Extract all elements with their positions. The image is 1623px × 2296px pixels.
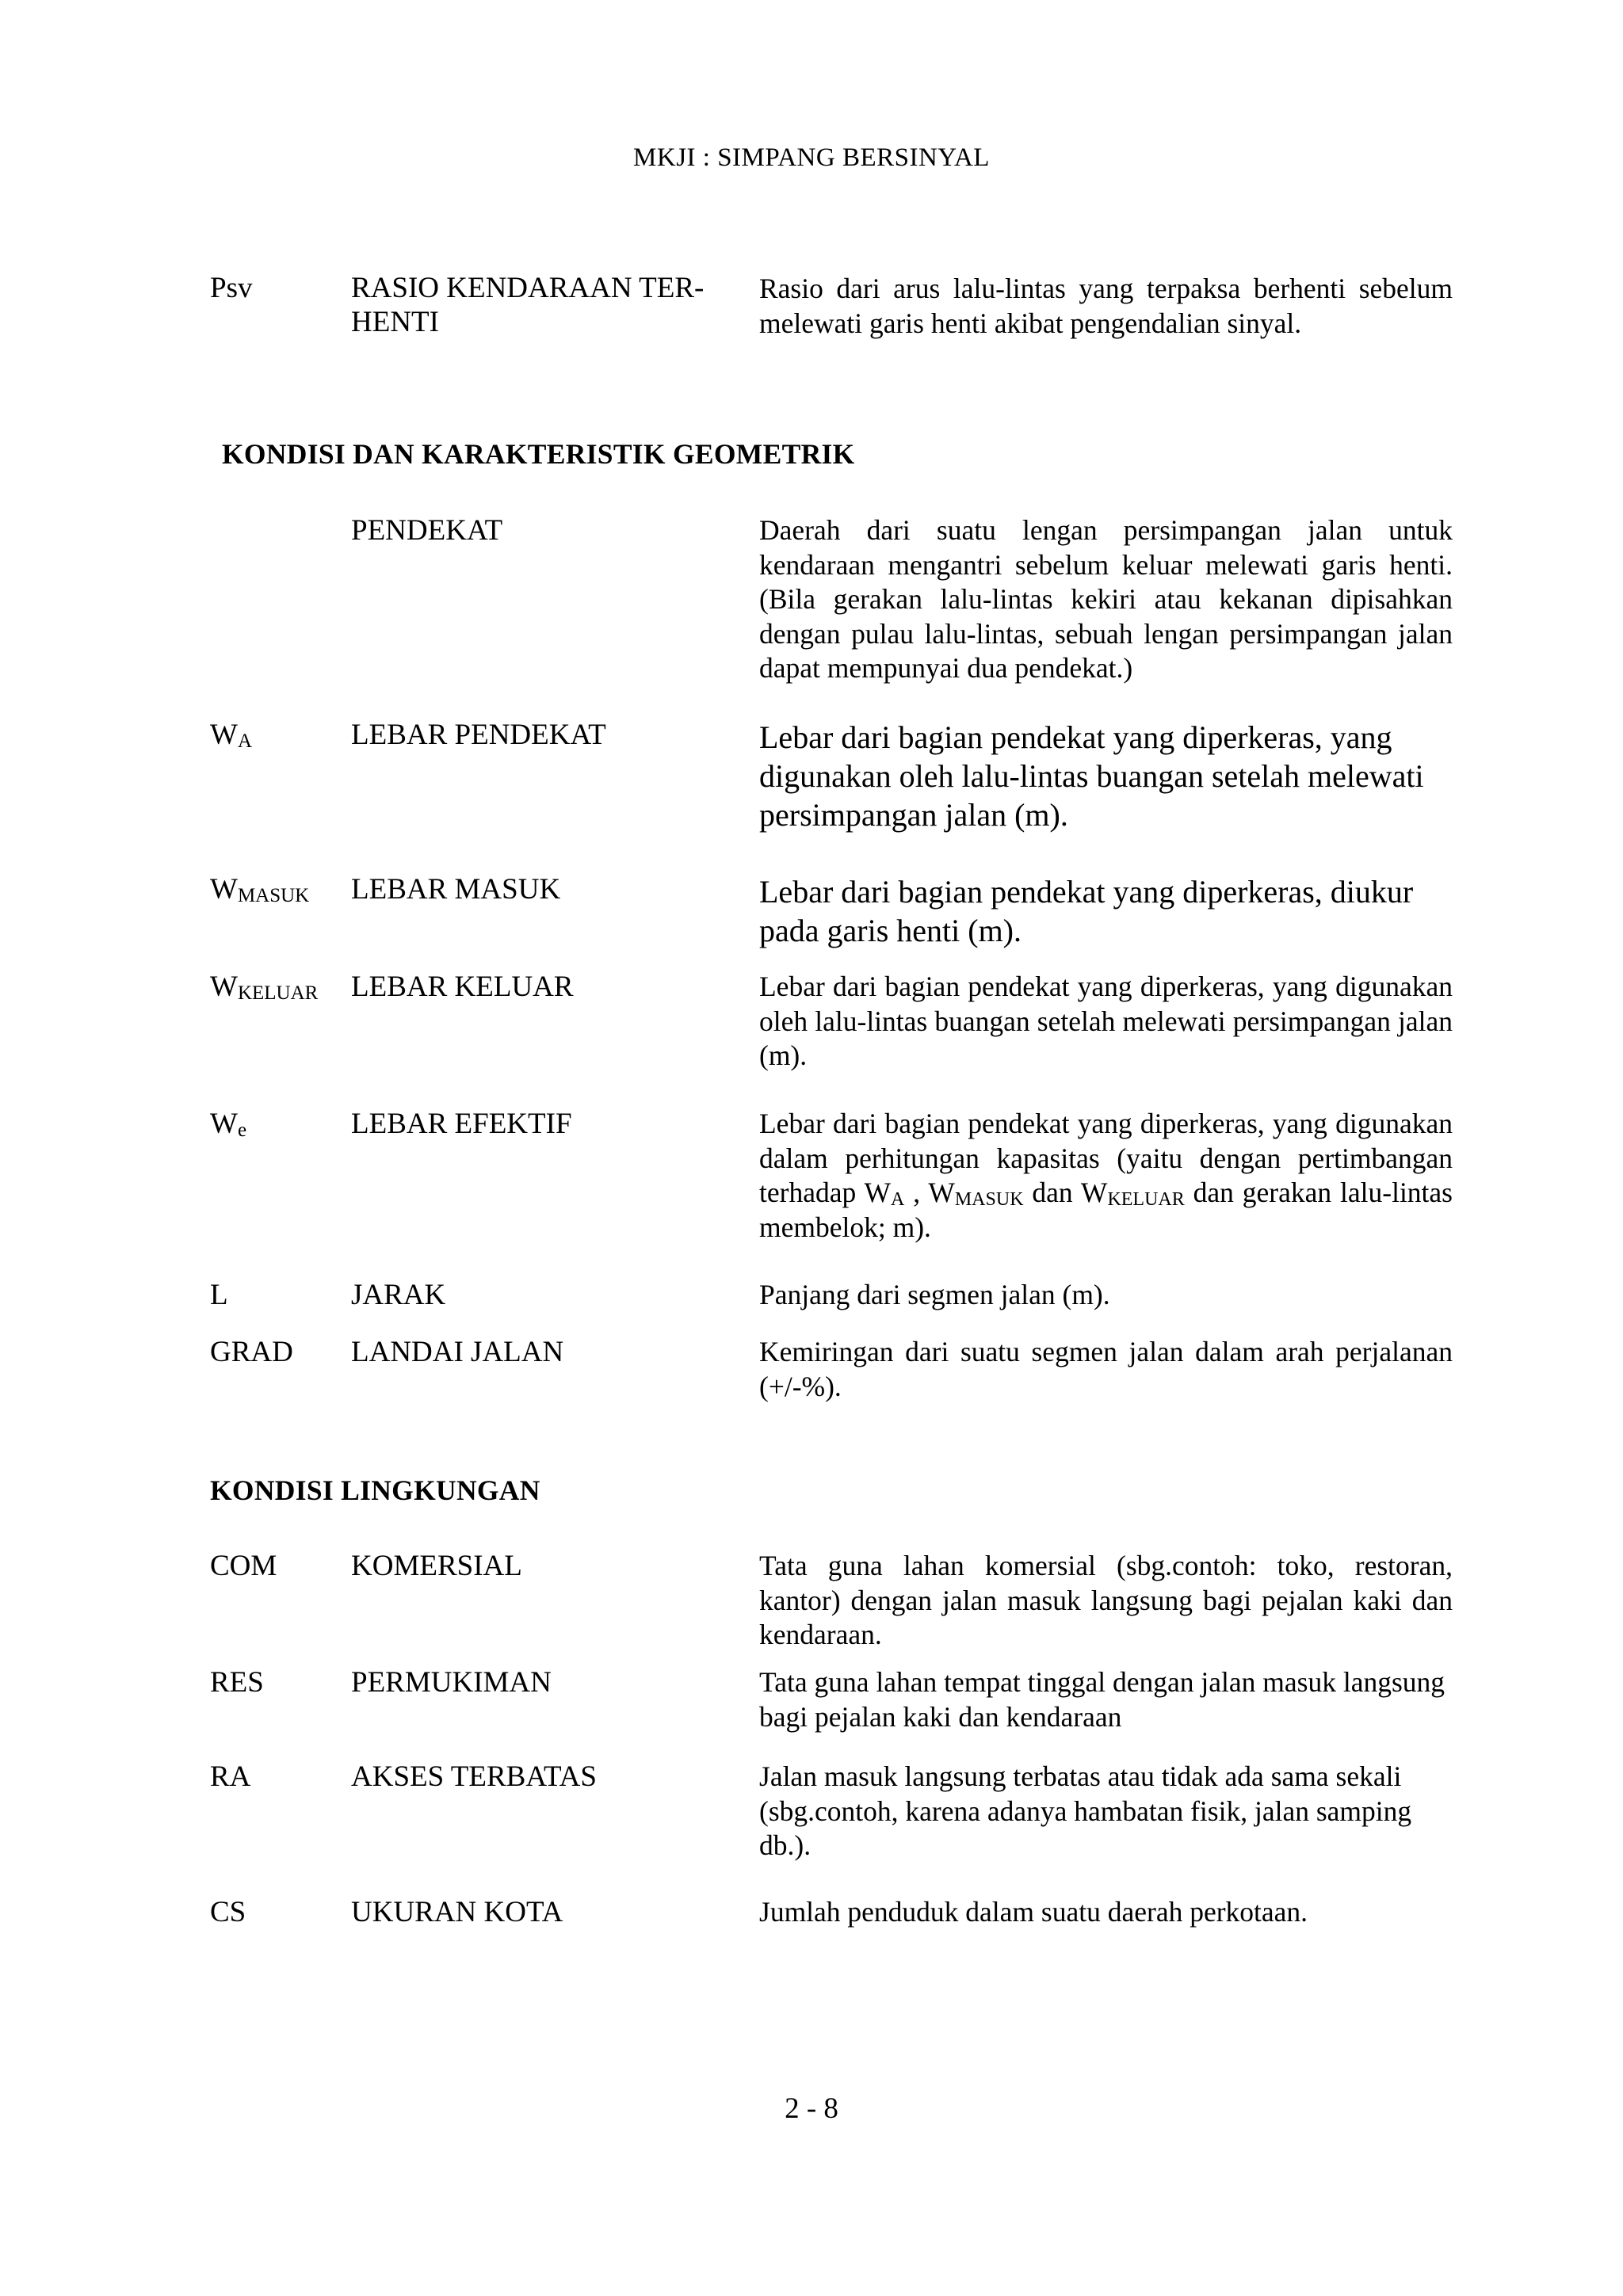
page-number: 2 - 8 xyxy=(785,2092,838,2125)
symbol: GRAD xyxy=(210,1336,293,1368)
term: RASIO KENDARAAN TER-HENTI xyxy=(351,272,705,338)
symbol-main: W xyxy=(210,971,238,1003)
term: LEBAR KELUAR xyxy=(351,971,574,1003)
symbol: RES xyxy=(210,1666,264,1699)
term: JARAK xyxy=(351,1279,446,1311)
term: PERMUKIMAN xyxy=(351,1666,552,1699)
section-heading-geometric: KONDISI DAN KARAKTERISTIK GEOMETRIK xyxy=(222,438,855,470)
term: AKSES TERBATAS xyxy=(351,1760,597,1793)
definition-text: dan W xyxy=(1023,1177,1108,1209)
symbol xyxy=(210,718,252,752)
symbol: RA xyxy=(210,1760,251,1793)
definition: Lebar dari bagian pendekat yang diperkeras, yang digunakan oleh lalu-lintas buangan setelah melewati persimpangan jalan (m). xyxy=(759,971,1453,1072)
definition: Lebar dari bagian pendekat yang diperkeras, yang digunakan oleh lalu-lintas buangan setelah melewati persimpangan jalan (m). xyxy=(759,719,1424,833)
definition: Kemiringan dari suatu segmen jalan dalam arah perjalanan (+/-%). xyxy=(759,1336,1453,1402)
term: LEBAR PENDEKAT xyxy=(351,719,606,751)
definition: Daerah dari suatu lengan persimpangan jalan untuk kendaraan mengantri sebelum keluar melewati garis henti. (Bila gerakan lalu-lintas kekiri atau kekanan dipisahkan dengan pulau lalu-lintas, sebuah lengan persimpangan jalan dapat mempunyai dua pendekat.) xyxy=(759,514,1453,685)
symbol-subscript: MASUK xyxy=(237,885,310,906)
symbol: L xyxy=(210,1279,228,1311)
term: LEBAR EFEKTIF xyxy=(351,1108,572,1140)
symbol xyxy=(210,1107,246,1141)
symbol-subscript: KELUAR xyxy=(237,982,319,1004)
definition: Lebar dari bagian pendekat yang diperkeras, diukur pada garis henti (m). xyxy=(759,874,1414,948)
subscript-keluar: KELUAR xyxy=(1107,1189,1185,1211)
section-heading-environment: KONDISI LINGKUNGAN xyxy=(210,1474,540,1506)
definition: Rasio dari arus lalu-lintas yang terpaksa berhenti sebelum melewati garis henti akibat pengendalian sinyal. xyxy=(759,273,1453,339)
term: PENDEKAT xyxy=(351,514,503,547)
symbol-subscript: e xyxy=(237,1119,247,1141)
symbol xyxy=(210,872,309,906)
symbol: Psv xyxy=(210,272,253,304)
term: LEBAR MASUK xyxy=(351,873,561,906)
definition: Jalan masuk langsung terbatas atau tidak ada sama sekali (sbg.contoh, karena adanya hambatan fisik, jalan samping db.). xyxy=(759,1760,1412,1862)
symbol-main: W xyxy=(210,1108,238,1140)
page-header: MKJI : SIMPANG BERSINYAL xyxy=(633,143,990,172)
symbol: COM xyxy=(210,1550,277,1582)
definition-text: Lebar dari bagian pendekat yang diperkeras, yang digunakan dalam perhitungan kapasitas (yaitu dengan pertimbangan terhadap W xyxy=(759,1108,1453,1209)
symbol-main: W xyxy=(210,873,238,906)
definition: Tata guna lahan tempat tinggal dengan jalan masuk langsung bagi pejalan kaki dan kendaraan xyxy=(759,1666,1445,1733)
subscript-a: A xyxy=(890,1189,905,1211)
symbol-main: W xyxy=(210,719,238,751)
term: UKURAN KOTA xyxy=(351,1896,563,1928)
symbol xyxy=(210,970,318,1004)
symbol: CS xyxy=(210,1896,246,1928)
symbol-subscript: A xyxy=(237,730,252,752)
term: KOMERSIAL xyxy=(351,1550,522,1582)
definition-text: , W xyxy=(904,1177,955,1209)
definition xyxy=(759,1107,1453,1245)
definition-text: dan gerakan lalu-lintas membelok; m). xyxy=(759,1177,1453,1243)
definition: Panjang dari segmen jalan (m). xyxy=(759,1279,1110,1310)
definition: Jumlah penduduk dalam suatu daerah perkotaan. xyxy=(759,1896,1308,1928)
term: LANDAI JALAN xyxy=(351,1336,564,1368)
subscript-masuk: MASUK xyxy=(954,1189,1024,1211)
definition: Tata guna lahan komersial (sbg.contoh: toko, restoran, kantor) dengan jalan masuk langsung bagi pejalan kaki dan kendaraan. xyxy=(759,1550,1453,1651)
